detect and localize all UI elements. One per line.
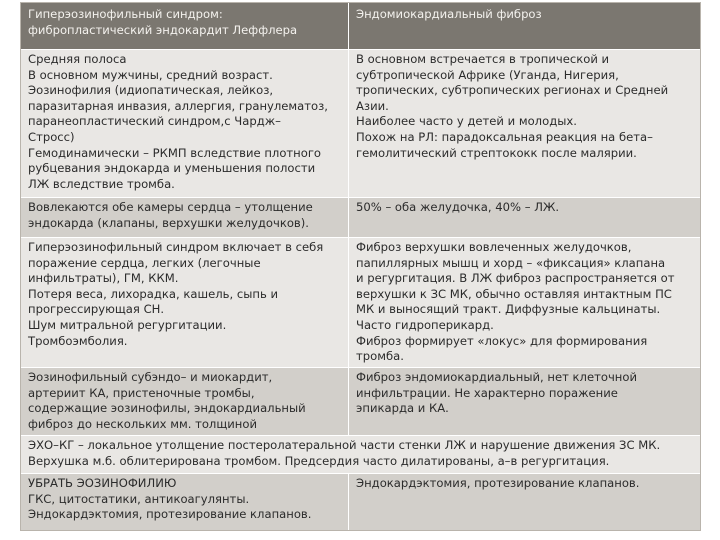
table-row: [21, 368, 700, 436]
table-row: [21, 198, 700, 238]
cell-loeffler: УБРАТЬ ЭОЗИНОФИЛИЮ ГКС, цитостатики, антикоагулянты. Эндокардэктомия, протезирование клапанов.: [21, 474, 349, 530]
table-header-row: [21, 3, 700, 50]
comparison-table: [20, 2, 701, 531]
cell-loeffler: Эозинофильный субэндо– и миокардит, артериит КА, пристеночные тромбы, содержащие эозинофилы, эндокардиальный фиброз до нескольких мм. толщиной: [21, 368, 349, 435]
cell-emf: В основном встречается в тропической и субтропической Африке (Уганда, Нигерия, тропических, субтропических регионах и Средней Азии. Наиболее часто у детей и молодых. Похож на РЛ: парадоксальная реакция на бета– гемолитический стрептококк после малярии.: [356, 52, 669, 160]
table-row-echo: [21, 436, 700, 474]
cell-loeffler: Вовлекаются обе камеры сердца – утолщение эндокарда (клапаны, верхушки желудочков).: [21, 198, 349, 237]
header-loeffler: Гиперэозинофильный синдром: фибропластический эндокардит Леффлера: [21, 3, 349, 49]
cell-loeffler: Средняя полоса В основном мужчины, средний возраст. Эозинофилия (идиопатическая, лейкоз, паразитарная инвазия, аллергия, гранулематоз, паранеопластический синдром,с Чардж– Стросс) Гемодинамически – РКМП вследствие плотного рубцевания эндокарда и уменьшения полости ЛЖ вследствие тромба.: [21, 50, 349, 197]
table-row: [21, 50, 700, 198]
cell-emf: Фиброз верхушки вовлеченных желудочков, папиллярных мышц и хорд – «фиксация» клапана и регургитация. В ЛЖ фиброз распространяется от верхушки к ЗС МК, обычно оставляя интактным ПС МК и выносящий тракт. Диффузные кальцинаты. Часто гидроперикард. Фиброз формирует «локус» для формирования тромба.: [356, 240, 675, 364]
header-emf: Эндомиокардиальный фиброз: [356, 7, 542, 21]
cell-echo-full: ЭХО–КГ – локальное утолщение постеролатеральной части стенки ЛЖ и нарушение движения ЗС МК. Верхушка м.б. облитерирована тромбом. Предсердия часто дилатированы, а–в регургитация.: [28, 438, 661, 468]
cell-emf: 50% – оба желудочка, 40% – ЛЖ.: [356, 200, 560, 214]
table-row: [21, 474, 700, 530]
cell-emf: Эндокардэктомия, протезирование клапанов.: [356, 476, 640, 490]
cell-emf: Фиброз эндомиокардиальный, нет клеточной инфильтрации. Не характерно поражение эпикарда и КА.: [356, 370, 638, 416]
table-row: [21, 238, 700, 368]
cell-loeffler: Гиперэозинофильный синдром включает в себя поражение сердца, легких (легочные инфильтраты), ГМ, ККМ. Потеря веса, лихорадка, кашель, сыпь и прогрессирующая СН. Шум митральной регургитации. Тромбоэмболия.: [21, 238, 349, 367]
